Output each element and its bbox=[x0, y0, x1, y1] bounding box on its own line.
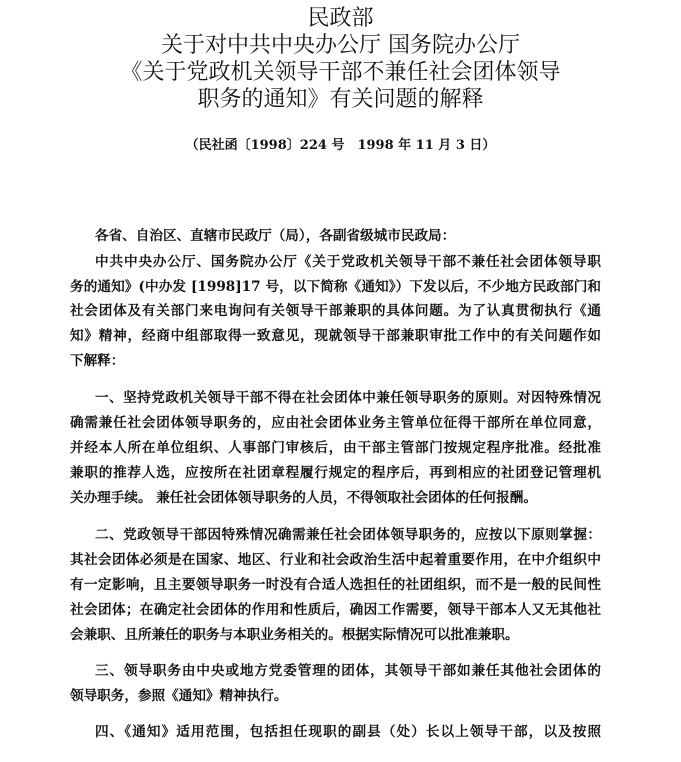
para-2-line-2: 确需兼任社会团体领导职务的，应由社会团体业务主管单位征得干部所在单位同意， bbox=[70, 415, 601, 431]
para-2-line-5: 关办理手续。 兼任社会团体领导职务的人员，不得领取社会团体的任何报酬。 bbox=[70, 490, 537, 506]
para-1-line-4: 知》精神，经商中组部取得一致意见，现就领导干部兼职审批工作中的有关问题作如 bbox=[70, 328, 601, 344]
para-3-line-1: 二、党政领导干部因特殊情况确需兼任社会团体领导职务的，应按以下原则掌握： bbox=[95, 527, 601, 543]
doc-title-line-2: 关于对中共中央办公厅 国务院办公厅 bbox=[161, 33, 520, 58]
para-2-line-3: 并经本人所在单位组织、人事部门审核后，由干部主管部门按规定程序批准。经批准 bbox=[70, 440, 601, 456]
doc-reference-line: （民社函〔1998〕224 号 1998 年 11 月 3 日） bbox=[185, 138, 496, 153]
para-3-line-3: 有一定影响，且主要领导职务一时没有合适人选担任的社团组织，而不是一般的民间性 bbox=[70, 577, 601, 593]
doc-salutation: 各省、自治区、直辖市民政厅（局），各副省级城市民政局： bbox=[95, 228, 456, 244]
para-2-line-4: 兼职的推荐人选，应按所在社团章程履行规定的程序后，再到相应的社团登记管理机 bbox=[70, 465, 601, 481]
para-4-line-1: 三、领导职务由中央或地方党委管理的团体，其领导干部如兼任其他社会团体的 bbox=[95, 663, 601, 679]
doc-title-line-1: 民政部 bbox=[307, 6, 374, 31]
doc-title-line-3: 《关于党政机关领导干部不兼任社会团体领导 bbox=[120, 60, 561, 85]
para-1-line-1: 中共中央办公厅、国务院办公厅《关于党政机关领导干部不兼任社会团体领导职 bbox=[95, 254, 601, 270]
para-3-line-4: 社会团体；在确定社会团体的作用和性质后，确因工作需要，领导干部本人又无其他社 bbox=[70, 602, 601, 618]
para-3-line-5: 会兼职、且所兼任的职务与本职业务相关的。根据实际情况可以批准兼职。 bbox=[70, 627, 519, 643]
para-1-line-5: 下解释： bbox=[70, 353, 125, 369]
para-5-line-1: 四、《通知》适用范围，包括担任现职的副县（处）长以上领导干部，以及按照 bbox=[95, 724, 601, 740]
para-2-line-1: 一、坚持党政机关领导干部不得在社会团体中兼任领导职务的原则。对因特殊情况 bbox=[95, 390, 601, 406]
para-4-line-2: 领导职务，参照《通知》精神执行。 bbox=[70, 688, 288, 704]
para-1-line-3: 社会团体及有关部门来电询问有关领导干部兼职的具体问题。为了认真贯彻执行《通 bbox=[70, 303, 601, 319]
doc-title-line-4: 职务的通知》有关问题的解释 bbox=[197, 87, 484, 112]
para-1-line-2: 务的通知》(中办发 [1998]17 号，以下简称《通知》）下发以后，不少地方民政部门和 bbox=[70, 279, 601, 295]
para-3-line-2: 其社会团体必须是在国家、地区、行业和社会政治生活中起着重要作用，在中介组织中 bbox=[70, 552, 601, 568]
